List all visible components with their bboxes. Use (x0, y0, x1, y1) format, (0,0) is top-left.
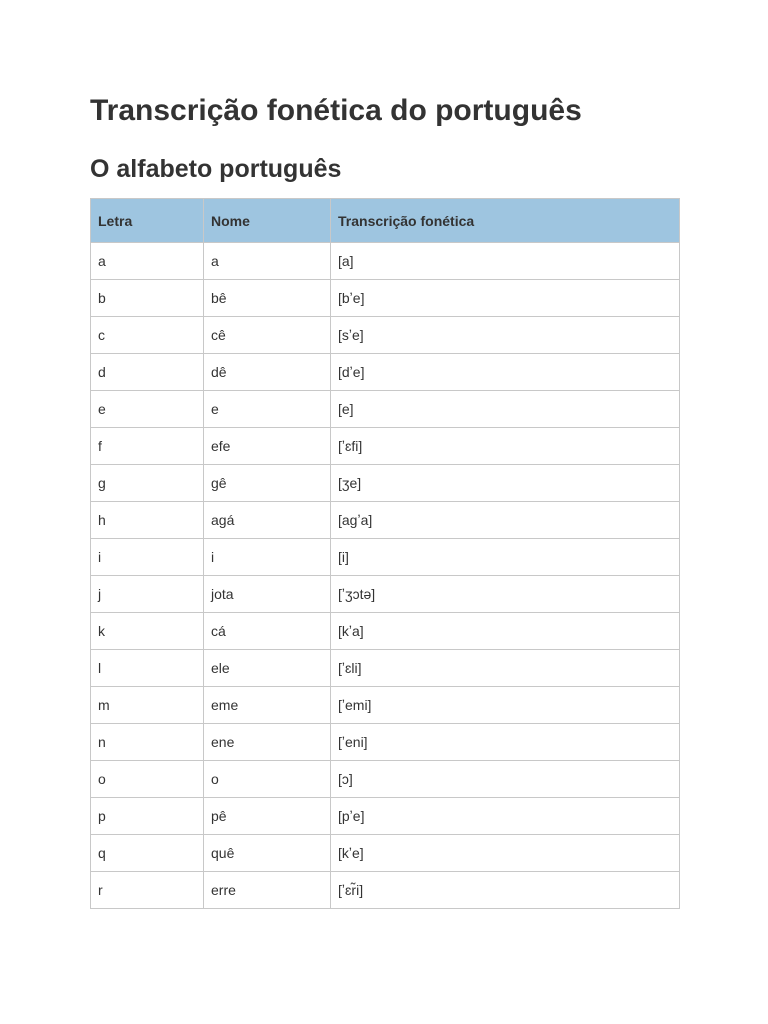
cell-name: dê (204, 354, 331, 391)
cell-letter: a (91, 243, 204, 280)
cell-name: erre (204, 872, 331, 909)
cell-name: pê (204, 798, 331, 835)
section-heading: O alfabeto português (90, 155, 342, 183)
cell-letter: c (91, 317, 204, 354)
cell-transcription: [bʼe] (331, 280, 680, 317)
cell-transcription: [ʼɛfi] (331, 428, 680, 465)
cell-transcription: [ʼɛr̃i] (331, 872, 680, 909)
table-row (91, 798, 680, 835)
table-row (91, 539, 680, 576)
table-row (91, 576, 680, 613)
cell-transcription: [dʼe] (331, 354, 680, 391)
cell-transcription: [sʼe] (331, 317, 680, 354)
table-row (91, 243, 680, 280)
cell-name: cá (204, 613, 331, 650)
table-header-row (91, 199, 680, 243)
cell-letter: r (91, 872, 204, 909)
table-row (91, 317, 680, 354)
cell-name: bê (204, 280, 331, 317)
cell-name: ele (204, 650, 331, 687)
table-row (91, 502, 680, 539)
column-header-nome: Nome (204, 199, 331, 243)
table-header (91, 199, 680, 243)
cell-name: quê (204, 835, 331, 872)
alphabet-table (90, 198, 680, 909)
cell-transcription: [ʒe] (331, 465, 680, 502)
cell-letter: f (91, 428, 204, 465)
cell-transcription: [ɔ] (331, 761, 680, 798)
cell-transcription: [e] (331, 391, 680, 428)
cell-transcription: [pʼe] (331, 798, 680, 835)
cell-letter: d (91, 354, 204, 391)
cell-letter: q (91, 835, 204, 872)
cell-name: eme (204, 687, 331, 724)
cell-name: cê (204, 317, 331, 354)
table-body (91, 243, 680, 909)
cell-transcription: [ʼɛli] (331, 650, 680, 687)
cell-letter: o (91, 761, 204, 798)
table-row (91, 428, 680, 465)
table-row (91, 835, 680, 872)
cell-letter: i (91, 539, 204, 576)
table-row (91, 687, 680, 724)
cell-letter: k (91, 613, 204, 650)
cell-letter: h (91, 502, 204, 539)
cell-name: a (204, 243, 331, 280)
page-title: Transcrição fonética do português (90, 94, 582, 127)
cell-name: gê (204, 465, 331, 502)
table-row (91, 872, 680, 909)
cell-transcription: [ʼeni] (331, 724, 680, 761)
cell-transcription: [agʼa] (331, 502, 680, 539)
cell-letter: g (91, 465, 204, 502)
cell-name: ene (204, 724, 331, 761)
cell-transcription: [kʼe] (331, 835, 680, 872)
cell-letter: l (91, 650, 204, 687)
cell-letter: e (91, 391, 204, 428)
cell-name: agá (204, 502, 331, 539)
cell-transcription: [ʼemi] (331, 687, 680, 724)
cell-name: jota (204, 576, 331, 613)
cell-transcription: [ʼʒɔtə] (331, 576, 680, 613)
cell-letter: m (91, 687, 204, 724)
cell-transcription: [a] (331, 243, 680, 280)
cell-letter: n (91, 724, 204, 761)
table-row (91, 391, 680, 428)
cell-name: o (204, 761, 331, 798)
table-row (91, 280, 680, 317)
cell-name: efe (204, 428, 331, 465)
cell-name: i (204, 539, 331, 576)
table-row (91, 613, 680, 650)
column-header-letra: Letra (91, 199, 204, 243)
table-row (91, 354, 680, 391)
table-row (91, 761, 680, 798)
table-row (91, 724, 680, 761)
column-header-transcricao: Transcrição fonética (331, 199, 680, 243)
cell-letter: b (91, 280, 204, 317)
cell-transcription: [i] (331, 539, 680, 576)
cell-letter: j (91, 576, 204, 613)
table-row (91, 650, 680, 687)
cell-letter: p (91, 798, 204, 835)
cell-name: e (204, 391, 331, 428)
table-row (91, 465, 680, 502)
cell-transcription: [kʼa] (331, 613, 680, 650)
